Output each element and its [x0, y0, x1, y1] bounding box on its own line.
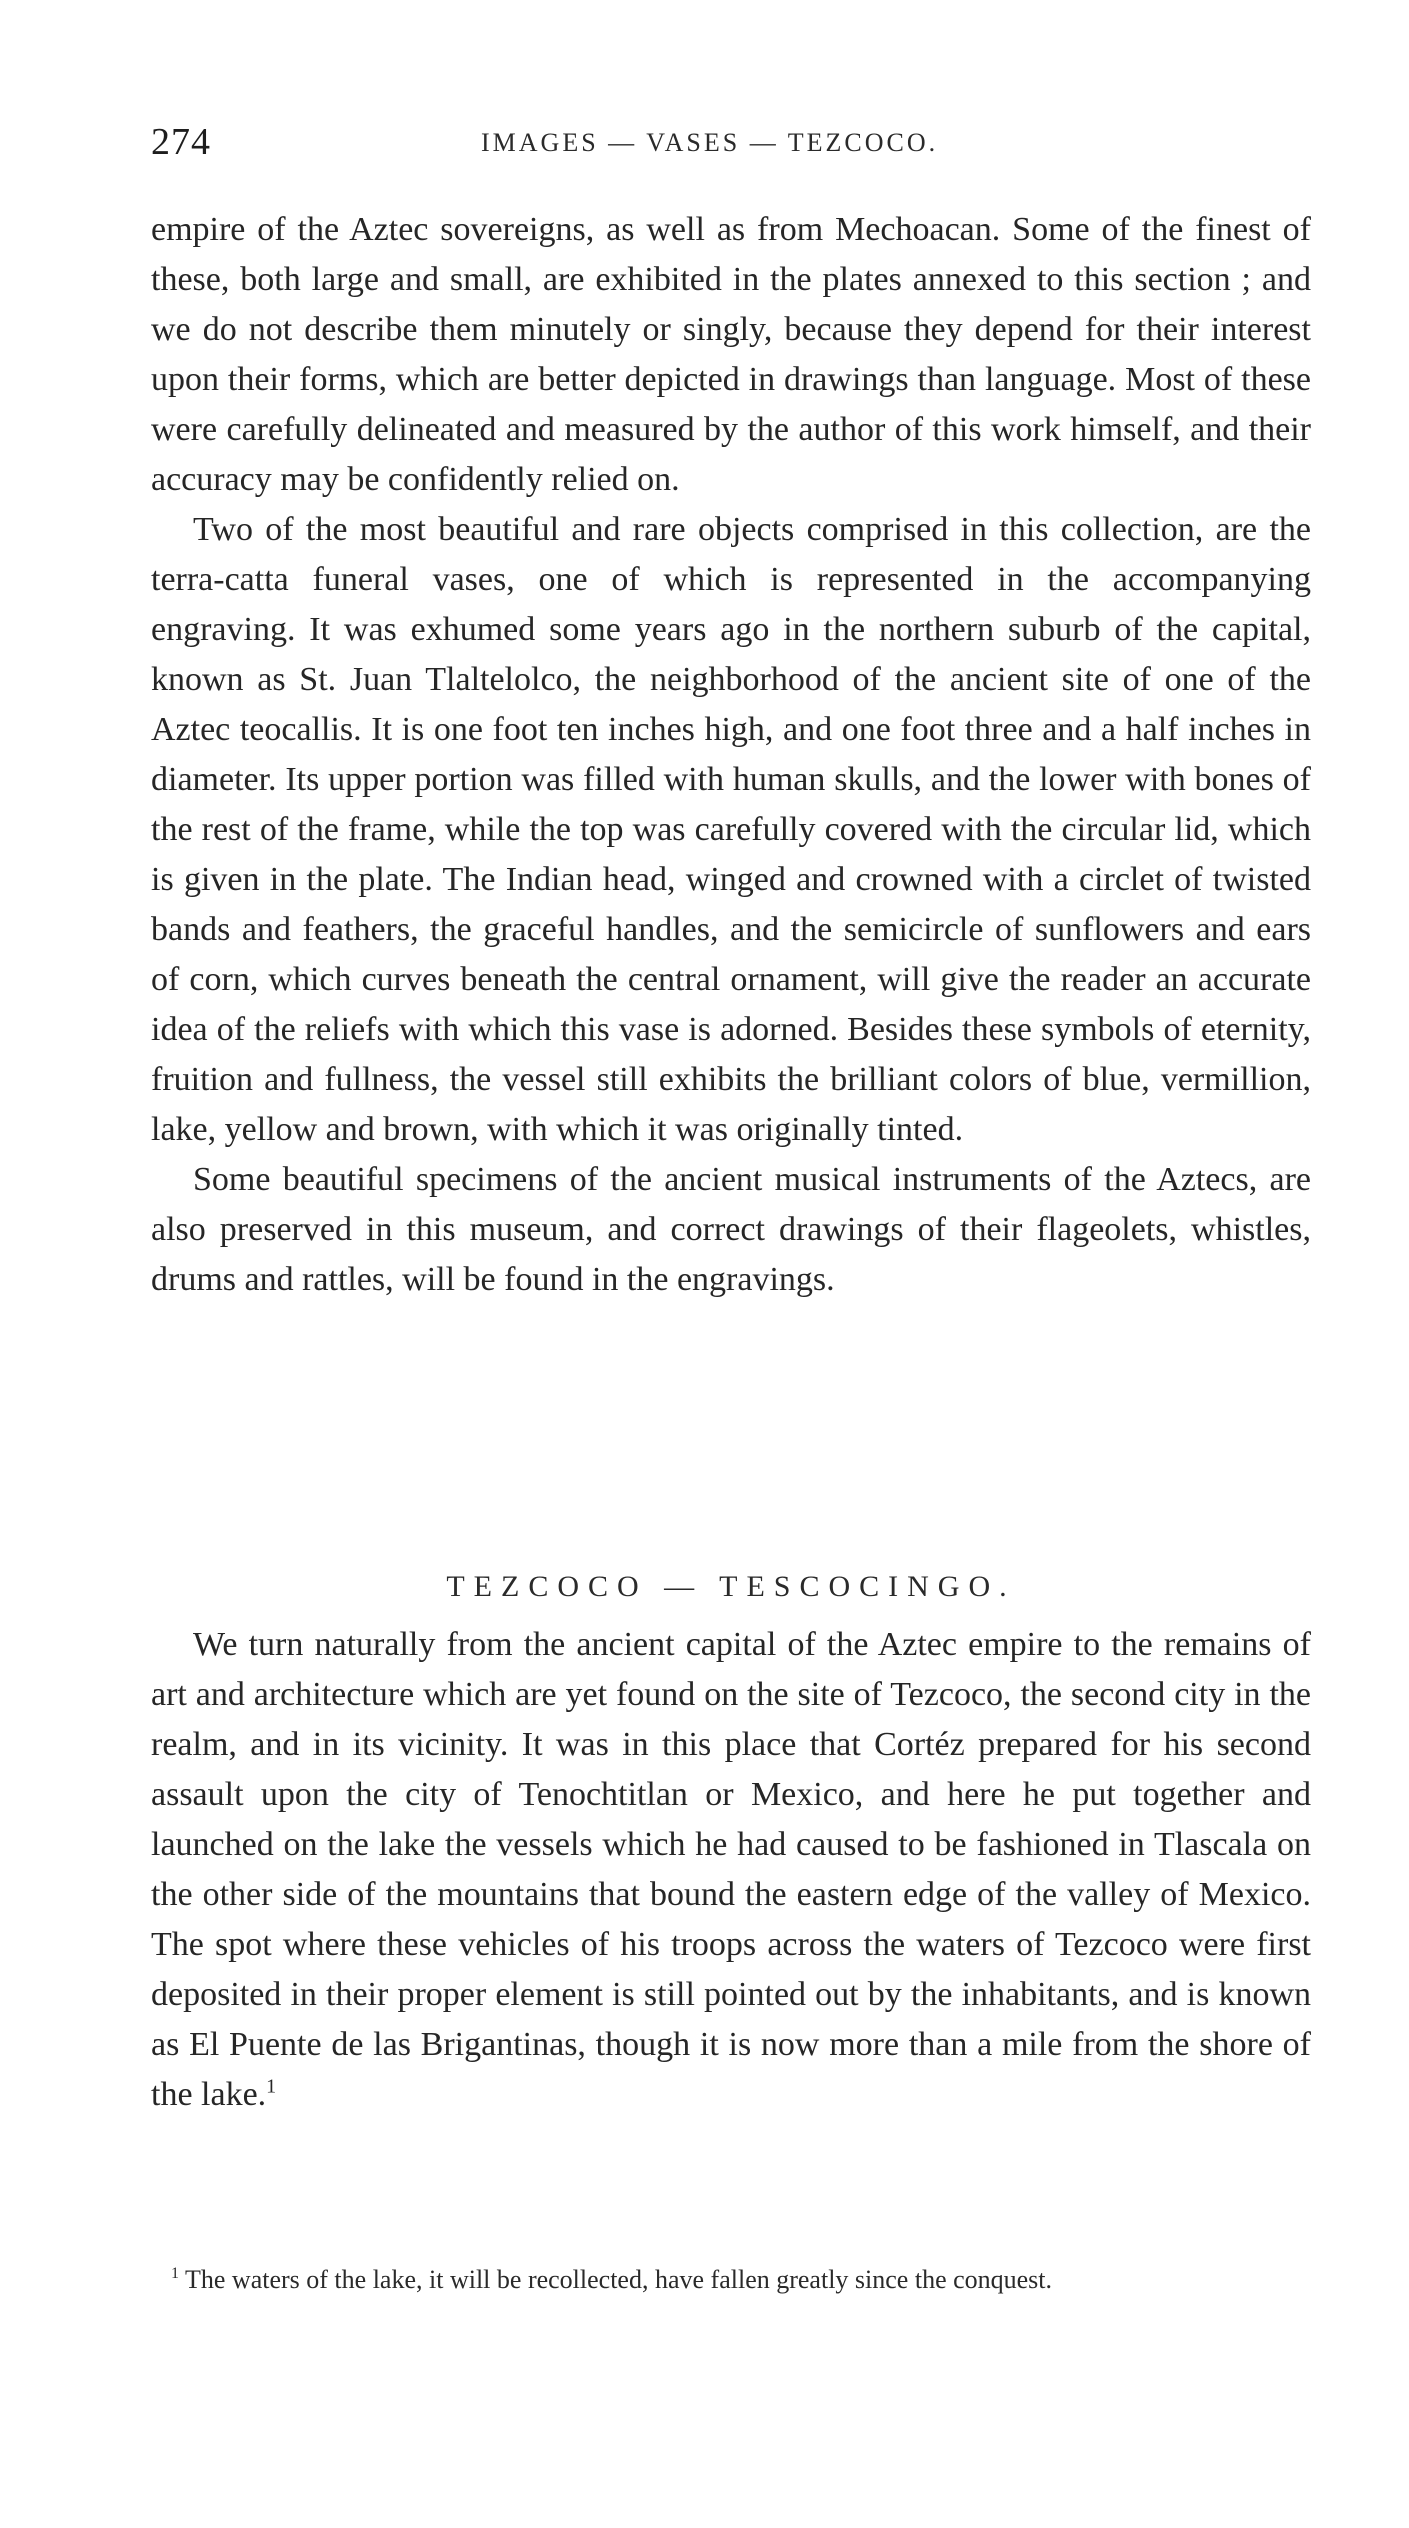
- footnote-reference[interactable]: 1: [266, 2075, 277, 2098]
- paragraph-tezcoco: [151, 1620, 1311, 2120]
- running-head: [151, 120, 1311, 170]
- paragraph-musical-instruments: Some beautiful specimens of the ancient musical instruments of the Aztecs, are also preserved in this museum, and correct drawings of their flageolets, whistles, drums and rattles, will be found in the engravings.: [151, 1161, 1311, 1298]
- footnote-text: The waters of the lake, it will be recollected, have fallen greatly since the conquest.: [185, 2265, 1053, 2294]
- running-title: IMAGES — VASES — TEZCOCO.: [481, 128, 939, 157]
- body-section-images-vases: [151, 205, 1311, 1305]
- footnote: [151, 2262, 1311, 2298]
- section-heading-tezcoco: TEZCOCO — TESCOCINGO.: [446, 1570, 1016, 1603]
- paragraph-tezcoco-text: We turn naturally from the ancient capital of the Aztec empire to the remains of art and architecture which are yet found on the site of Tezcoco, the second city in the realm, and in its vicinity. It was in this place that Cortéz prepared for his second assault upon the city of Tenochtitlan or Mexico, and here he put together and launched on the lake the vessels which he had caused to be fashioned in Tlascala on the other side of the mountains that bound the eastern edge of the valley of Mexico. The spot where these vehicles of his troops across the waters of Tezcoco were first deposited in their proper element is still pointed out by the inhabitants, and is known as El Puente de las Brigantinas, though it is now more than a mile from the shore of the lake.: [151, 1626, 1311, 2113]
- body-section-tezcoco: [151, 1620, 1311, 2120]
- paragraph-continued: empire of the Aztec sovereigns, as well as from Mechoacan. Some of the finest of these, both large and small, are exhibited in the plates annexed to this section ; and we do not describe them minutely or singly, because they depend for their interest upon their forms, which are better depicted in drawings than language. Most of these were carefully delineated and measured by the author of this work himself, and their accuracy may be confidently relied on.: [151, 211, 1311, 498]
- page-number: 274: [151, 121, 211, 163]
- footnote-marker: 1: [171, 2265, 179, 2283]
- paragraph-funeral-vases: Two of the most beautiful and rare objects comprised in this collection, are the terra-catta funeral vases, one of which is represented in the accompanying engraving. It was exhumed some years ago in the northern suburb of the capital, known as St. Juan Tlaltelolco, the neighborhood of the ancient site of one of the Aztec teocallis. It is one foot ten inches high, and one foot three and a half inches in diameter. Its upper portion was filled with human skulls, and the lower with bones of the rest of the frame, while the top was carefully covered with the circular lid, which is given in the plate. The Indian head, winged and crowned with a circlet of twisted bands and feathers, the graceful handles, and the semicircle of sunflowers and ears of corn, which curves beneath the central ornament, will give the reader an accurate idea of the reliefs with which this vase is adorned. Besides these symbols of eternity, fruition and fullness, the vessel still exhibits the brilliant colors of blue, vermillion, lake, yellow and brown, with which it was originally tinted.: [151, 511, 1311, 1148]
